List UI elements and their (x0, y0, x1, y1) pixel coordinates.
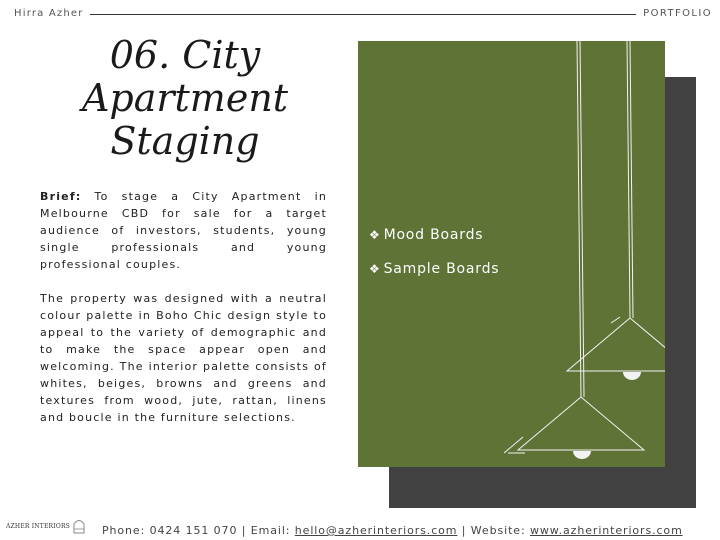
menu-item-mood-boards[interactable] (369, 218, 499, 252)
footer-phone: Phone: 0424 151 070 (102, 524, 238, 537)
brief-paragraph-2: The property was designed with a neutral colour palette in Boho Chic design style to appeal to the variety of demographic and to make the space appear open and welcoming. The interior palette consists of whites, beiges, browns and greens and textures from wood, jute, rattan, linens and boucle in the furniture selections. (40, 292, 327, 424)
board-menu (369, 218, 499, 286)
footer-separator: | Email: (237, 524, 295, 537)
logo-icon (72, 518, 86, 534)
title-line-3: Staging (110, 119, 260, 163)
contact-footer (102, 524, 683, 537)
menu-item-label: Sample Boards (383, 261, 500, 277)
company-logo (6, 518, 86, 534)
logo-text: AZHER INTERIORS (6, 522, 70, 530)
diamond-bullet-icon: ❖ (369, 228, 381, 242)
brief-text (40, 188, 327, 443)
menu-item-sample-boards[interactable] (369, 252, 499, 286)
brief-paragraph-1 (40, 188, 327, 273)
nav-panel (358, 41, 665, 467)
brief-body-1: To stage a City Apartment in Melbourne CBD for sale for a target audience of investors, students, young single professionals and young professional couples. (40, 190, 327, 271)
website-link[interactable]: www.azherinteriors.com (529, 524, 683, 537)
header-divider (90, 14, 636, 15)
title-line-2: Apartment (81, 76, 289, 120)
title-line-1: 06. City (109, 33, 261, 77)
menu-item-label: Mood Boards (383, 227, 484, 243)
footer-separator: | Website: (457, 524, 530, 537)
diamond-bullet-icon: ❖ (369, 262, 381, 276)
header-author: Hirra Azher (14, 8, 84, 19)
email-link[interactable]: hello@azherinteriors.com (294, 524, 458, 537)
header-section: PORTFOLIO (643, 8, 712, 19)
page-title (40, 34, 330, 163)
brief-label: Brief: (40, 190, 82, 203)
